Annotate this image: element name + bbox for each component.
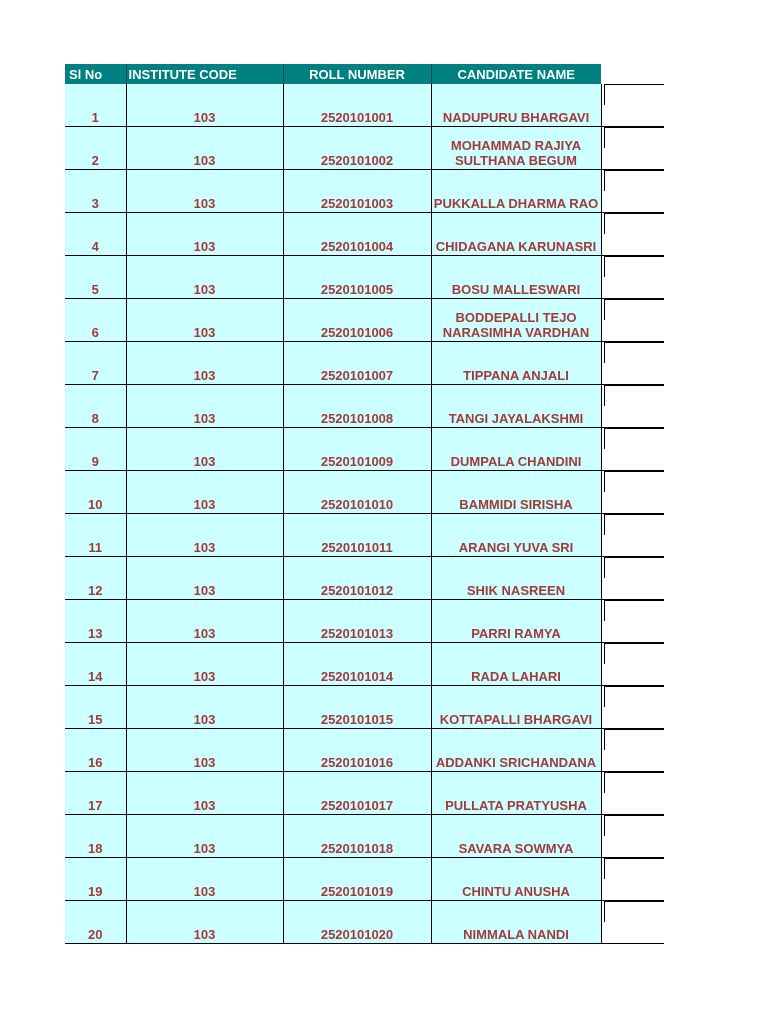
blank-cell [601, 342, 664, 385]
blank-cell [601, 901, 664, 944]
candidate-name-cell: CHINTU ANUSHA [431, 858, 601, 901]
roll-number-cell: 2520101009 [283, 428, 431, 471]
cell-border-mark [604, 256, 665, 277]
candidate-name-cell: PARRI RAMYA [431, 600, 601, 643]
institute-code-cell: 103 [126, 213, 283, 256]
cell-border-mark [604, 514, 665, 535]
roll-number-cell: 2520101018 [283, 815, 431, 858]
sl-no-cell: 15 [65, 686, 126, 729]
candidate-name-cell: DUMPALA CHANDINI [431, 428, 601, 471]
institute-code-cell: 103 [126, 858, 283, 901]
sl-no-cell: 2 [65, 127, 126, 170]
sl-no-cell: 17 [65, 772, 126, 815]
header-roll-number: ROLL NUMBER [283, 64, 431, 84]
roll-number-cell: 2520101007 [283, 342, 431, 385]
cell-border-mark [604, 729, 665, 750]
roll-number-cell: 2520101002 [283, 127, 431, 170]
sl-no-cell: 3 [65, 170, 126, 213]
sl-no-cell: 16 [65, 729, 126, 772]
candidate-name-cell: PULLATA PRATYUSHA [431, 772, 601, 815]
roll-number-cell: 2520101017 [283, 772, 431, 815]
blank-cell [601, 557, 664, 600]
blank-cell [601, 385, 664, 428]
institute-code-cell: 103 [126, 729, 283, 772]
sl-no-cell: 8 [65, 385, 126, 428]
institute-code-cell: 103 [126, 428, 283, 471]
candidate-name-cell: BOSU MALLESWARI [431, 256, 601, 299]
cell-border-mark [604, 342, 665, 363]
institute-code-cell: 103 [126, 557, 283, 600]
institute-code-cell: 103 [126, 514, 283, 557]
candidate-name-cell: BODDEPALLI TEJO NARASIMHA VARDHAN [431, 299, 601, 342]
institute-code-cell: 103 [126, 772, 283, 815]
blank-cell [601, 815, 664, 858]
candidate-name-cell: RADA LAHARI [431, 643, 601, 686]
blank-cell [601, 686, 664, 729]
candidate-name-cell: NIMMALA NANDI [431, 901, 601, 944]
table-row [65, 514, 664, 557]
blank-cell [601, 643, 664, 686]
cell-border-mark [604, 385, 665, 406]
cell-border-mark [604, 901, 665, 922]
roll-number-cell: 2520101014 [283, 643, 431, 686]
cell-border-mark [604, 643, 665, 664]
candidate-name-cell: NADUPURU BHARGAVI [431, 84, 601, 127]
roll-number-cell: 2520101005 [283, 256, 431, 299]
table-row [65, 686, 664, 729]
table-row [65, 84, 664, 127]
table-row [65, 729, 664, 772]
table-body [65, 84, 664, 944]
cell-border-mark [604, 213, 665, 234]
table-row [65, 901, 664, 944]
candidate-name-cell: PUKKALLA DHARMA RAO [431, 170, 601, 213]
sl-no-cell: 18 [65, 815, 126, 858]
table-row [65, 600, 664, 643]
cell-border-mark [604, 557, 665, 578]
cell-border-mark [604, 299, 665, 320]
sl-no-cell: 1 [65, 84, 126, 127]
cell-border-mark [604, 471, 665, 492]
blank-cell [601, 213, 664, 256]
candidate-name-cell: TANGI JAYALAKSHMI [431, 385, 601, 428]
roll-number-cell: 2520101003 [283, 170, 431, 213]
blank-cell [601, 127, 664, 170]
blank-cell [601, 428, 664, 471]
institute-code-cell: 103 [126, 600, 283, 643]
institute-code-cell: 103 [126, 385, 283, 428]
table-row [65, 643, 664, 686]
blank-cell [601, 858, 664, 901]
candidate-name-cell: MOHAMMAD RAJIYA SULTHANA BEGUM [431, 127, 601, 170]
table-row [65, 815, 664, 858]
cell-border-mark [604, 127, 665, 148]
table-row [65, 772, 664, 815]
blank-cell [601, 514, 664, 557]
table-row [65, 256, 664, 299]
institute-code-cell: 103 [126, 256, 283, 299]
roll-number-cell: 2520101004 [283, 213, 431, 256]
header-candidate-name: CANDIDATE NAME [431, 64, 601, 84]
blank-cell [601, 84, 664, 127]
table-row [65, 213, 664, 256]
institute-code-cell: 103 [126, 686, 283, 729]
cell-border-mark [604, 815, 665, 836]
blank-cell [601, 471, 664, 514]
sl-no-cell: 13 [65, 600, 126, 643]
header-row [65, 64, 664, 84]
cell-border-mark [604, 858, 665, 879]
candidate-name-cell: ADDANKI SRICHANDANA [431, 729, 601, 772]
sl-no-cell: 11 [65, 514, 126, 557]
cell-border-mark [604, 170, 665, 191]
cell-border-mark [604, 84, 665, 105]
blank-cell [601, 772, 664, 815]
candidate-table [65, 64, 664, 944]
table-row [65, 858, 664, 901]
blank-cell [601, 256, 664, 299]
table-row [65, 342, 664, 385]
sl-no-cell: 9 [65, 428, 126, 471]
institute-code-cell: 103 [126, 901, 283, 944]
cell-border-mark [604, 600, 665, 621]
candidate-name-cell: SAVARA SOWMYA [431, 815, 601, 858]
roll-number-cell: 2520101001 [283, 84, 431, 127]
table-row [65, 428, 664, 471]
header-institute-code: INSTITUTE CODE [126, 64, 283, 84]
institute-code-cell: 103 [126, 170, 283, 213]
candidate-name-cell: CHIDAGANA KARUNASRI [431, 213, 601, 256]
institute-code-cell: 103 [126, 299, 283, 342]
blank-cell [601, 299, 664, 342]
table-row [65, 557, 664, 600]
table-row [65, 299, 664, 342]
sl-no-cell: 14 [65, 643, 126, 686]
roll-number-cell: 2520101012 [283, 557, 431, 600]
roll-number-cell: 2520101019 [283, 858, 431, 901]
institute-code-cell: 103 [126, 342, 283, 385]
sl-no-cell: 10 [65, 471, 126, 514]
sl-no-cell: 20 [65, 901, 126, 944]
candidate-name-cell: KOTTAPALLI BHARGAVI [431, 686, 601, 729]
roll-number-cell: 2520101011 [283, 514, 431, 557]
sl-no-cell: 5 [65, 256, 126, 299]
candidate-name-cell: TIPPANA ANJALI [431, 342, 601, 385]
roll-number-cell: 2520101006 [283, 299, 431, 342]
blank-cell [601, 170, 664, 213]
institute-code-cell: 103 [126, 815, 283, 858]
table-row [65, 170, 664, 213]
institute-code-cell: 103 [126, 643, 283, 686]
blank-cell [601, 600, 664, 643]
roll-number-cell: 2520101015 [283, 686, 431, 729]
table-row [65, 471, 664, 514]
header-blank [601, 64, 664, 84]
roll-number-cell: 2520101020 [283, 901, 431, 944]
roll-number-cell: 2520101013 [283, 600, 431, 643]
roll-number-cell: 2520101016 [283, 729, 431, 772]
sl-no-cell: 6 [65, 299, 126, 342]
candidate-name-cell: BAMMIDI SIRISHA [431, 471, 601, 514]
cell-border-mark [604, 428, 665, 449]
roll-number-cell: 2520101008 [283, 385, 431, 428]
institute-code-cell: 103 [126, 471, 283, 514]
sl-no-cell: 7 [65, 342, 126, 385]
roll-number-cell: 2520101010 [283, 471, 431, 514]
header-sl-no: Sl No [65, 64, 126, 84]
institute-code-cell: 103 [126, 84, 283, 127]
institute-code-cell: 103 [126, 127, 283, 170]
cell-border-mark [604, 686, 665, 707]
cell-border-mark [604, 772, 665, 793]
candidate-name-cell: ARANGI YUVA SRI [431, 514, 601, 557]
blank-cell [601, 729, 664, 772]
table-row [65, 385, 664, 428]
candidate-name-cell: SHIK NASREEN [431, 557, 601, 600]
sl-no-cell: 4 [65, 213, 126, 256]
sl-no-cell: 19 [65, 858, 126, 901]
table-row [65, 127, 664, 170]
sl-no-cell: 12 [65, 557, 126, 600]
